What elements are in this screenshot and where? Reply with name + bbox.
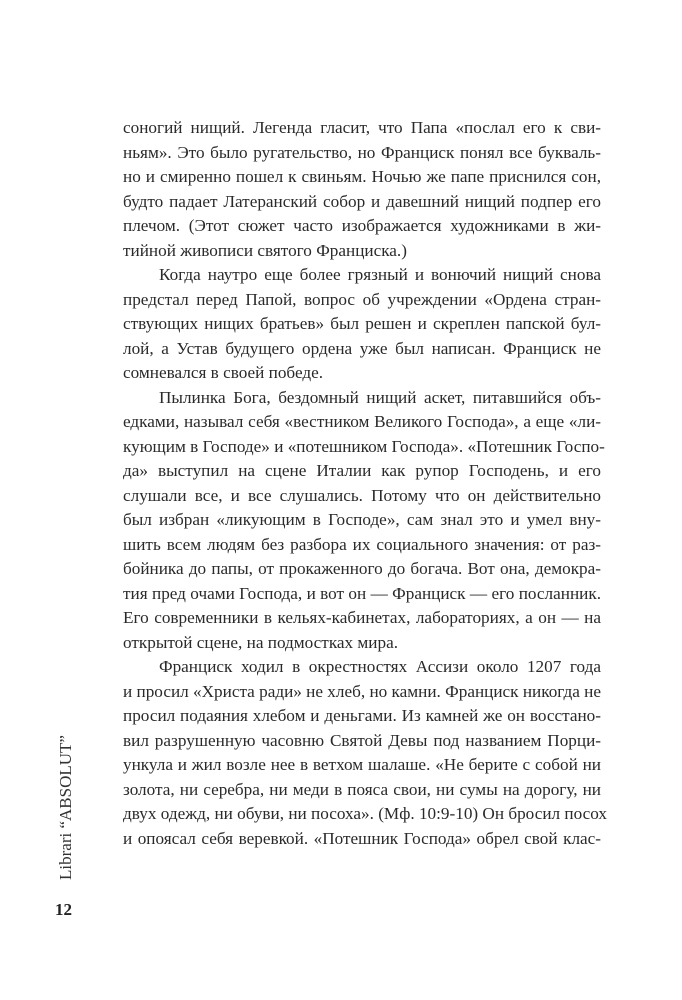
publisher-label: Librari “ABSOLUT”: [56, 735, 75, 880]
text-line: плечом. (Этот сюжет часто изображается художниками в жи-: [123, 216, 601, 235]
text-line: тия пред очами Господа, и вот он — Франциск — его посланник.: [123, 583, 601, 603]
text-line: шить всем людям без разбора их социального значения: от раз-: [123, 534, 601, 554]
text-line: и просил «Христа ради» не хлеб, но камни. Франциск никогда не: [123, 681, 601, 701]
text-line: двух одежд, ни обуви, ни посоха». (Мф. 10:9-10) Он бросил посох: [123, 804, 608, 823]
text-line: открытой сцене, на подмостках мира.: [123, 632, 399, 652]
text-line: предстал перед Папой, вопрос об учреждении «Ордена стран-: [123, 289, 601, 309]
text-line: едками, называл себя «вестником Великого Господа», а еще «ли-: [123, 412, 601, 431]
text-line: Когда наутро еще более грязный и вонючий нищий снова: [159, 265, 601, 284]
text-line: кующим в Господе» и «потешником Господа». «Потешник Госпо-: [123, 436, 605, 456]
text-line: будто падает Латеранский собор и давешний нищий подпер его: [123, 191, 601, 211]
paragraph: [123, 116, 601, 263]
text-line: ньям». Это было ругательство, но Франциск понял все букваль-: [123, 142, 601, 162]
text-line: ункула и жил возле нее в ветхом шалаше. «Не берите с собой ни: [123, 755, 601, 774]
text-line: ствующих нищих братьев» был решен и скреплен папской бул-: [123, 314, 601, 333]
text-line: лой, а Устав будущего ордена уже был написан. Франциск не: [123, 338, 601, 358]
paragraph: [123, 263, 601, 386]
text-line: Пылинка Бога, бездомный нищий аскет, питавшийся объ-: [159, 387, 601, 407]
text-line: тийной живописи святого Франциска.): [123, 240, 407, 260]
text-line: соногий нищий. Легенда гласит, что Папа «послал его к сви-: [123, 118, 601, 137]
paragraph: [123, 655, 608, 851]
text-line: сомневался в своей победе.: [123, 363, 324, 382]
body-text: [123, 116, 608, 851]
text-line: Франциск ходил в окрестностях Ассизи около 1207 года: [159, 657, 601, 676]
text-line: но и смиренно пошел к свиньям. Ночью же папе приснился сон,: [123, 167, 601, 186]
text-line: золота, ни серебра, ни меди в пояса свои, ни сумы на дорогу, ни: [123, 779, 601, 799]
text-line: просил подаяния хлебом и деньгами. Из камней же он восстано-: [123, 706, 601, 725]
text-line: был избран «ликующим в Господе», сам знал это и умел вну-: [123, 510, 601, 529]
text-line: вил разрушенную часовню Святой Девы под названием Порци-: [123, 730, 601, 750]
page-number: 12: [55, 900, 72, 919]
text-line: и опоясал себя веревкой. «Потешник Господа» обрел свой клас-: [123, 828, 601, 848]
text-line: Его современники в кельях-кабинетах, лабораториях, а он — на: [123, 608, 601, 627]
text-line: бойника до папы, от прокаженного до богача. Вот она, демокра-: [123, 559, 601, 578]
text-line: слушали все, и все слушались. Потому что он действительно: [123, 485, 601, 505]
paragraph: [123, 386, 605, 656]
text-line: да» выступил на сцене Италии как рупор Господень, и его: [123, 461, 601, 480]
